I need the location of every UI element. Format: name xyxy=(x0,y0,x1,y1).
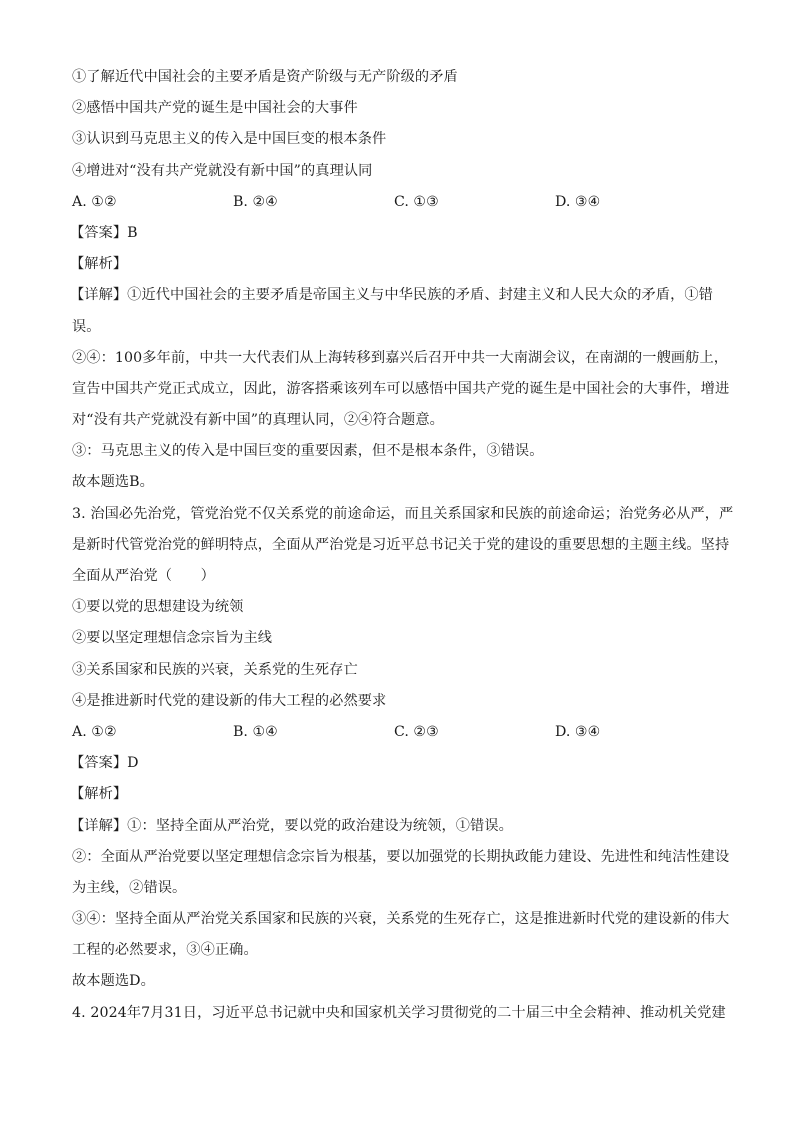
q2-options xyxy=(72,187,724,218)
q3-option-a: A. ①② xyxy=(72,723,117,740)
q3-detail-line: 【详解】①：坚持全面从严治党，要以党的政治建设为统领，①错误。 xyxy=(70,817,513,834)
q2-option-c: C. ①③ xyxy=(394,193,439,210)
q3-options xyxy=(72,717,724,748)
q2-detail-line: 对“没有共产党就没有新中国”的真理认同，②④符合题意。 xyxy=(72,412,444,429)
q2-analysis-label: 【解析】 xyxy=(70,256,128,273)
q4-stem xyxy=(72,998,724,1029)
q3-option-b: B. ①④ xyxy=(233,723,278,740)
q3-analysis-label: 【解析】 xyxy=(70,786,128,803)
q2-answer: 【答案】B xyxy=(70,224,138,241)
q3-option-c: C. ②③ xyxy=(394,723,439,740)
q2-detail-line: 误。 xyxy=(72,318,101,335)
q2-detail xyxy=(70,280,730,498)
q3-conclusion: 故本题选D。 xyxy=(72,973,155,990)
q3-statement-2: ②要以坚定理想信念宗旨为主线 xyxy=(72,630,273,647)
q3-detail-line: ②：全面从严治党要以坚定理想信念宗旨为根基，要以加强党的长期执政能力建设、先进性和纯洁性建设 xyxy=(72,848,730,865)
q2-statement-4: ④增进对“没有共产党就没有新中国”的真理认同 xyxy=(72,162,373,179)
q2-option-d: D. ③④ xyxy=(555,193,601,210)
q2-detail-line: ②④：100多年前，中共一大代表们从上海转移到嘉兴后召开中共一大南湖会议，在南湖的一艘画舫上， xyxy=(72,349,729,366)
q2-conclusion: 故本题选B。 xyxy=(72,474,154,491)
q3-statement-1: ①要以党的思想建设为统领 xyxy=(72,599,244,616)
q3-statement-3: ③关系国家和民族的兴衰，关系党的生死存亡 xyxy=(72,661,358,678)
q3-statement-4: ④是推进新时代党的建设新的伟大工程的必然要求 xyxy=(72,692,387,709)
q3-detail xyxy=(70,811,730,998)
q2-option-b: B. ②④ xyxy=(233,193,278,210)
q2-detail-line: 宣告中国共产党正式成立，因此，游客搭乘该列车可以感悟中国共产党的诞生是中国社会的大事件，增进 xyxy=(72,380,730,397)
q2-statement-list xyxy=(72,62,724,187)
q3-option-d: D. ③④ xyxy=(555,723,601,740)
q3-stem-line: 全面从严治党（ ） xyxy=(72,568,215,584)
q3-detail-line: 为主线，②错误。 xyxy=(72,879,187,896)
q2-statement-3: ③认识到马克思主义的传入是中国巨变的根本条件 xyxy=(72,131,387,148)
q3-statement-list xyxy=(72,592,724,717)
q3-stem-line: 是新时代管党治党的鲜明特点，全面从严治党是习近平总书记关于党的建设的重要思想的主题主线。坚持 xyxy=(72,536,730,553)
q4-stem-line: 4. 2024年7月31日，习近平总书记就中央和国家机关学习贯彻党的二十届三中全会精神、推动机关党建 xyxy=(72,1004,726,1021)
q2-option-a: A. ①② xyxy=(72,193,117,210)
document-page xyxy=(70,62,734,1029)
q2-statement-1: ①了解近代中国社会的主要矛盾是资产阶级与无产阶级的矛盾 xyxy=(72,69,458,85)
q3-answer: 【答案】D xyxy=(70,755,139,772)
q2-statement-2: ②感悟中国共产党的诞生是中国社会的大事件 xyxy=(72,100,358,117)
q2-detail-line: ③：马克思主义的传入是中国巨变的重要因素，但不是根本条件，③错误。 xyxy=(72,443,544,460)
q3-detail-line: ③④：坚持全面从严治党关系国家和民族的兴衰，关系党的生死存亡，这是推进新时代党的建设新的伟大 xyxy=(72,911,730,928)
q2-detail-line: 【详解】①近代中国社会的主要矛盾是帝国主义与中华民族的矛盾、封建主义和人民大众的矛盾，①错 xyxy=(70,287,713,304)
q3-stem-line: 3. 治国必先治党，管党治党不仅关系党的前途命运，而且关系国家和民族的前途命运；治党务必从严，严 xyxy=(72,505,734,522)
q3-detail-line: 工程的必然要求，③④正确。 xyxy=(72,942,258,959)
q3-stem xyxy=(72,499,734,593)
